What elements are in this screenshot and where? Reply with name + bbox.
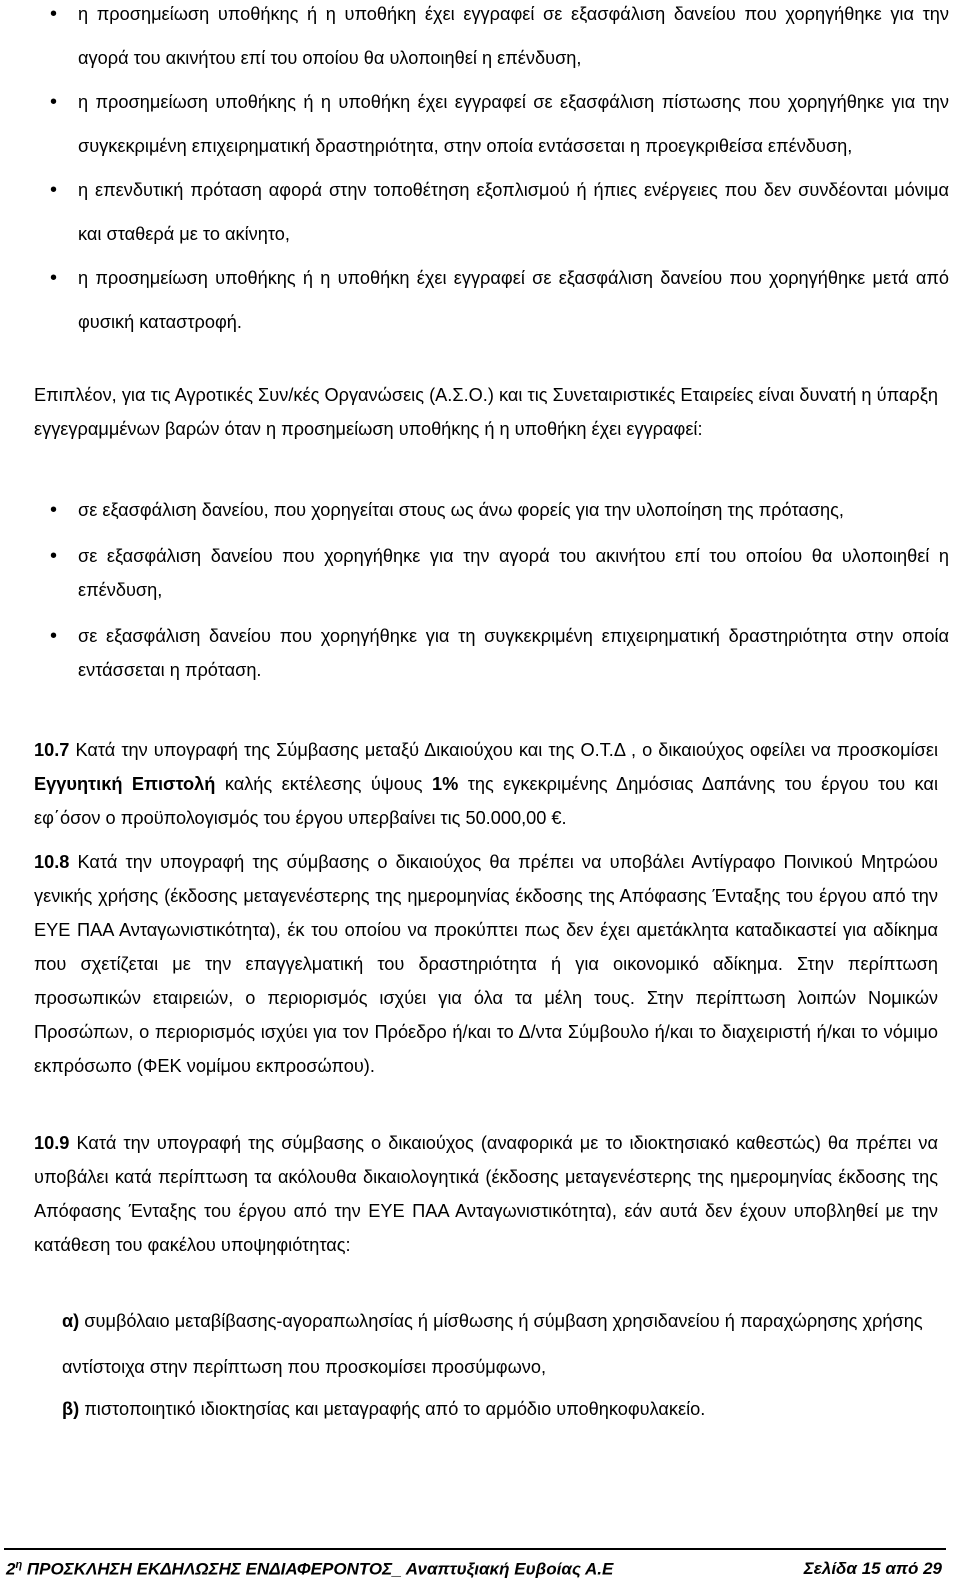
section-number: 10.7 [34, 740, 70, 760]
item-label: α) [62, 1311, 80, 1331]
bullet-list-encumbrances [0, 493, 955, 699]
list-item: • σε εξασφάλιση δανείου που χορηγήθηκε για την αγορά του ακινήτου επί του οποίου θα υλοποιηθεί η επένδυση, [0, 539, 955, 607]
footer-edition-number: 2 [6, 1559, 16, 1579]
section-text: Κατά την υπογραφή της σύμβασης ο δικαιούχος (αναφορικά με το ιδιοκτησιακό καθεστώς) θα πρέπει να υποβάλει κατά περίπτωση τα ακόλουθα δικαιολογητικά (έκδοσης μεταγενέστερης της ημερομηνίας έκδοσης της Απόφασης Ένταξης του έργου από την ΕΥΕ ΠΑΑ Ανταγωνιστικότητα), εάν αυτά δεν έχουν υποβληθεί με την κατάθεση του φακέλου υποψηφιότητας: [34, 1133, 938, 1255]
footer-divider [4, 1548, 946, 1550]
item-text: πιστοποιητικό ιδιοκτησίας και μεταγραφής από το αρμόδιο υποθηκοφυλακείο. [79, 1399, 706, 1419]
page-footer [6, 1559, 942, 1580]
footer-title [6, 1559, 613, 1580]
section-number: 10.9 [34, 1133, 70, 1153]
paragraph-intro: Επιπλέον, για τις Αγροτικές Συν/κές Οργανώσεις (Α.Σ.Ο.) και τις Συνεταιριστικές Εταιρείες είναι δυνατή η ύπαρξη εγγεγραμμένων βαρών όταν η προσημείωση υποθήκης ή η υποθήκη έχει εγγραφεί: [34, 385, 938, 439]
section-number: 10.8 [34, 852, 70, 872]
bold-term: 1% [431, 774, 459, 794]
list-item: • η επενδυτική πρόταση αφορά στην τοποθέτηση εξοπλισμού ή ήπιες ενέργειες που δεν συνδέονται μόνιμα και σταθερά με το ακίνητο, [0, 168, 955, 256]
item-label: β) [62, 1399, 80, 1419]
item-text: συμβόλαιο μεταβίβασης-αγοραπωλησίας ή μίσθωσης ή σύμβαση χρησιδανείου ή παραχώρησης χρήσης αντίστοιχα στην περίπτωση που προσκομίσει προσύμφωνο, [62, 1311, 923, 1377]
section-10-8 [34, 845, 938, 1083]
footer-edition-suffix: η [15, 1559, 23, 1571]
section-text: της εγκεκριμένης Δημόσιας Δαπάνης του έργου του και εφ΄όσον ο προϋπολογισμός του έργου υπερβαίνει τις 50.000,00 €. [34, 774, 938, 828]
section-10-9 [34, 1126, 938, 1262]
list-item: • σε εξασφάλιση δανείου που χορηγήθηκε για τη συγκεκριμένη επιχειρηματική δραστηριότητα στην οποία εντάσσεται η πρόταση. [0, 619, 955, 687]
section-10-7 [34, 733, 938, 835]
section-text: Κατά την υπογραφή της Σύμβασης μεταξύ Δικαιούχου και της Ο.Τ.Δ , ο δικαιούχος οφείλει να προσκομίσει [69, 740, 938, 760]
list-item: • η προσημείωση υποθήκης ή η υποθήκη έχει εγγραφεί σε εξασφάλιση δανείου που χορηγήθηκε μετά από φυσική καταστροφή. [0, 256, 955, 344]
list-item: • η προσημείωση υποθήκης ή η υποθήκη έχει εγγραφεί σε εξασφάλιση δανείου που χορηγήθηκε για την αγορά του ακινήτου επί του οποίου θα υλοποιηθεί η επένδυση, [0, 0, 955, 80]
list-item: • η προσημείωση υποθήκης ή η υποθήκη έχει εγγραφεί σε εξασφάλιση πίστωσης που χορηγήθηκε για την συγκεκριμένη επιχειρηματική δραστηριότητα, στην οποία εντάσσεται η προεγκριθείσα επένδυση, [0, 80, 955, 168]
section-text: καλής εκτέλεσης ύψους [215, 774, 432, 794]
bullet-list-conditions [0, 0, 955, 344]
footer-title-text: ΠΡΟΣΚΛΗΣΗ ΕΚΔΗΛΩΣΗΣ ΕΝΔΙΑΦΕΡΟΝΤΟΣ_ Αναπτυξιακή Ευβοίας Α.Ε [22, 1559, 614, 1579]
item-b [62, 1386, 938, 1432]
section-text: Κατά την υπογραφή της σύμβασης ο δικαιούχος θα πρέπει να υποβάλει Αντίγραφο Ποινικού Μητρώου γενικής χρήσης (έκδοσης μεταγενέστερης της ημερομηνίας έκδοσης της Απόφασης Ένταξης του έργου από την ΕΥΕ ΠΑΑ Ανταγωνιστικότητα), έκ του οποίου να προκύπτει πως δεν έχει αμετάκλητα καταδικαστεί για αδίκημα που σχετίζεται με την επαγγελματική του δραστηριότητα ή για οικονομικό αδίκημα. Στην περίπτωση προσωπικών εταιρειών, ο περιορισμός ισχύει για όλα τα μέλη τους. Στην περίπτωση λοιπών Νομικών Προσώπων, ο περιορισμός ισχύει για τον Πρόεδρο ή/και το Δ/ντα Σύμβουλο ή/και το διαχειριστή ή/και το νόμιμο εκπρόσωπο (ΦΕΚ νομίμου εκπροσώπου). [34, 852, 938, 1076]
list-item: • σε εξασφάλιση δανείου, που χορηγείται στους ως άνω φορείς για την υλοποίηση της πρότασης, [0, 493, 955, 527]
bold-term: Εγγυητική Επιστολή [34, 774, 216, 794]
item-a [62, 1298, 938, 1390]
page-number: Σελίδα 15 από 29 [803, 1559, 942, 1578]
